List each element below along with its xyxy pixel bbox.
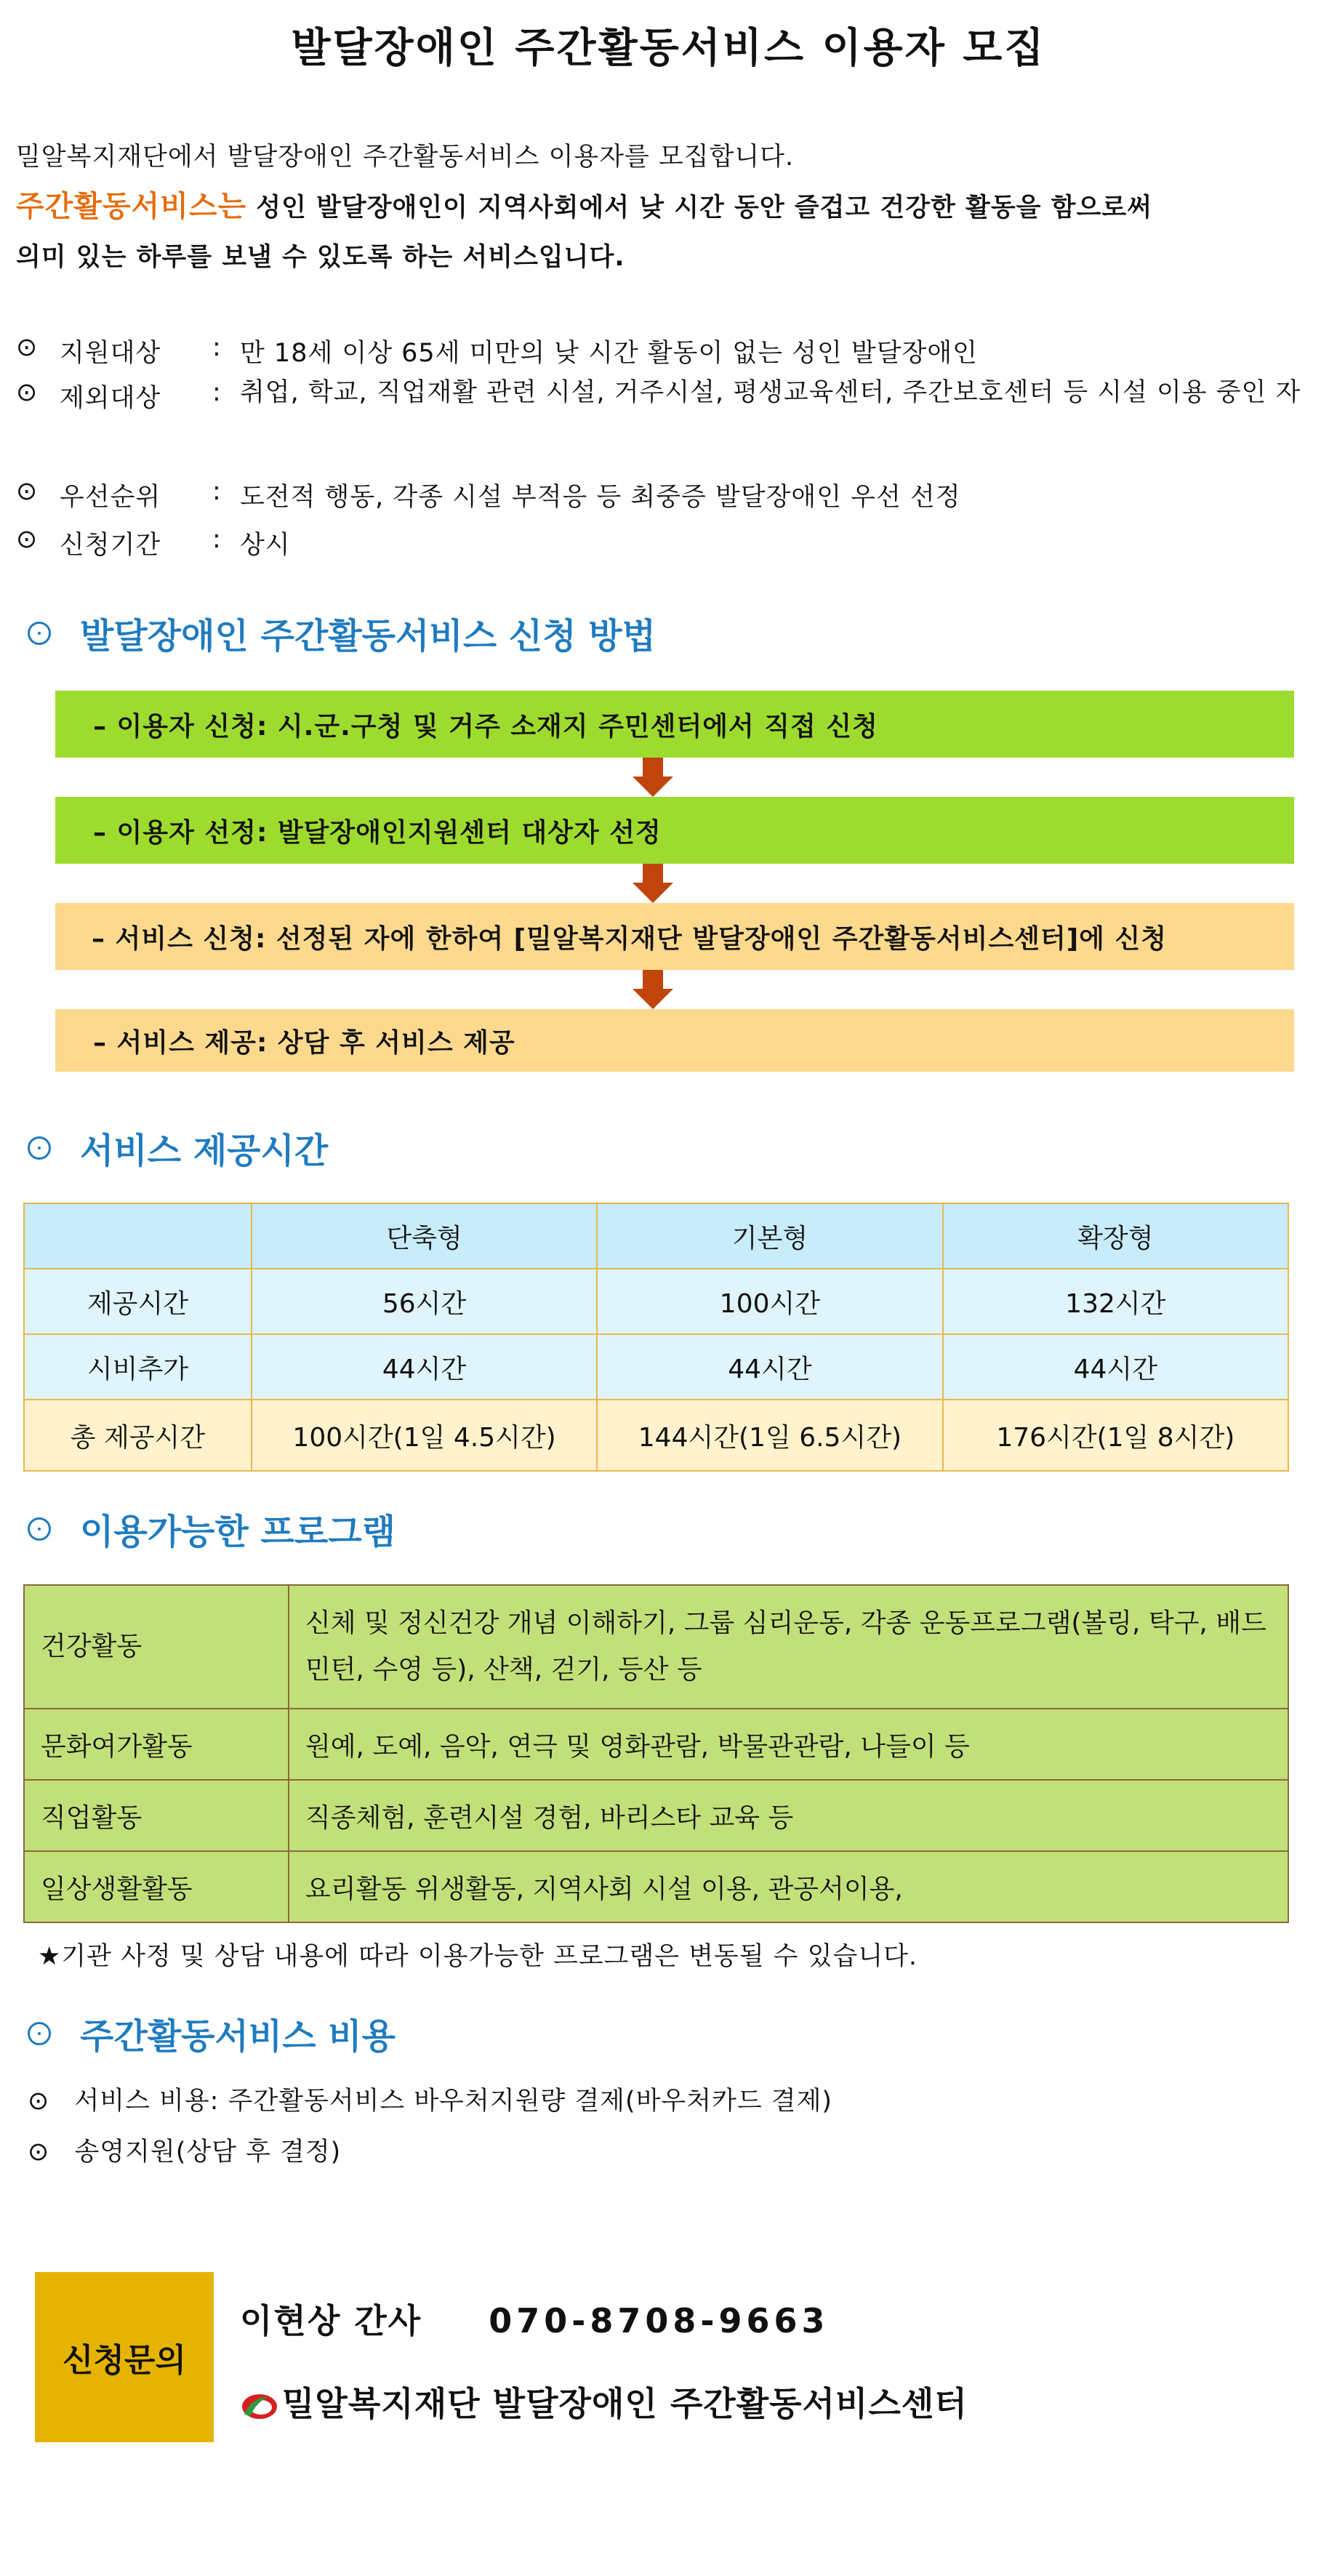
table-row bbox=[24, 1851, 1288, 1922]
section-heading-programs bbox=[28, 1504, 396, 1554]
page-title: 발달장애인 주간활동서비스 이용자 모집 bbox=[291, 25, 1046, 72]
program-desc: 요리활동 위생활동, 지역사회 시설 이용, 관공서이용, bbox=[289, 1851, 1288, 1922]
programs-table bbox=[23, 1584, 1289, 1923]
criteria-row-period bbox=[16, 525, 1287, 561]
section-title: 이용가능한 프로그램 bbox=[80, 1512, 396, 1552]
criteria-colon: : bbox=[212, 333, 222, 362]
contact-label-box: 신청문의 bbox=[35, 2272, 214, 2442]
table-header-cell: 기본형 bbox=[597, 1203, 942, 1269]
criteria-text: 만 18세 이상 65세 미만의 낮 시간 활동이 없는 성인 발달장애인 bbox=[240, 339, 978, 368]
section-circle-icon bbox=[28, 622, 51, 645]
table-cell: 132시간 bbox=[943, 1269, 1288, 1334]
table-cell: 총 제공시간 bbox=[24, 1400, 252, 1471]
bullet-icon: ⊙ bbox=[28, 2087, 50, 2116]
criteria-label: 신청기간 bbox=[60, 531, 161, 560]
criteria-colon: : bbox=[212, 477, 222, 506]
table-header-cell: 단축형 bbox=[252, 1203, 597, 1269]
table-cell: 제공시간 bbox=[24, 1269, 252, 1334]
section-heading-hours bbox=[28, 1123, 328, 1173]
table-header-cell bbox=[24, 1203, 252, 1269]
intro-line-2-text: 성인 발달장애인이 지역사회에서 낮 시간 동안 즐겁고 건강한 활동을 함으로써 bbox=[246, 193, 1152, 222]
down-arrow-icon bbox=[633, 864, 673, 903]
table-cell: 176시간(1일 8시간) bbox=[943, 1400, 1288, 1471]
step-service-provide: – 서비스 제공: 상담 후 서비스 제공 bbox=[55, 1009, 1294, 1072]
intro-highlight: 주간활동서비스는 bbox=[16, 190, 247, 223]
contact-org-line bbox=[240, 2378, 968, 2425]
section-title: 주간활동서비스 비용 bbox=[80, 2016, 396, 2057]
section-circle-icon bbox=[28, 1517, 51, 1541]
contact-org: 밀알복지재단 발달장애인 주간활동서비스센터 bbox=[282, 2384, 968, 2423]
down-arrow-icon bbox=[633, 758, 673, 797]
section-heading-method bbox=[28, 608, 656, 658]
criteria-label: 지원대상 bbox=[60, 339, 161, 368]
criteria-text: 취업, 학교, 직업재활 관련 시설, 거주시설, 평생교육센터, 주간보호센터 등 시설 이용 중인 자 bbox=[240, 378, 1301, 407]
down-arrow-icon bbox=[633, 970, 673, 1009]
bullet-icon: ⊙ bbox=[16, 477, 39, 506]
table-cell: 144시간(1일 6.5시간) bbox=[597, 1400, 942, 1471]
criteria-colon: : bbox=[212, 525, 222, 554]
bullet-icon: ⊙ bbox=[16, 378, 39, 407]
criteria-text: 도전적 행동, 각종 시설 부적응 등 최중증 발달장애인 우선 선정 bbox=[240, 483, 961, 512]
criteria-row-target bbox=[16, 333, 1287, 369]
table-cell: 44시간 bbox=[943, 1334, 1288, 1400]
program-desc: 직종체험, 훈련시설 경험, 바리스타 교육 등 bbox=[289, 1780, 1288, 1851]
bullet-icon: ⊙ bbox=[28, 2138, 50, 2167]
table-cell: 100시간 bbox=[597, 1269, 942, 1334]
bullet-icon: ⊙ bbox=[16, 333, 39, 362]
section-heading-cost bbox=[28, 2008, 396, 2058]
hours-table bbox=[23, 1203, 1289, 1472]
intro-line-2 bbox=[16, 183, 1152, 225]
step-user-apply: – 이용자 신청: 시.군.구청 및 거주 소재지 주민센터에서 직접 신청 bbox=[55, 691, 1294, 758]
cost-item bbox=[28, 2081, 832, 2117]
criteria-row-priority bbox=[16, 477, 1287, 513]
contact-phone: 070-8708-9663 bbox=[489, 2301, 830, 2340]
contact-person-line bbox=[240, 2295, 829, 2343]
table-row bbox=[24, 1400, 1288, 1471]
program-name: 문화여가활동 bbox=[24, 1709, 289, 1780]
table-row bbox=[24, 1709, 1288, 1780]
table-row bbox=[24, 1269, 1288, 1334]
section-title: 서비스 제공시간 bbox=[80, 1131, 329, 1171]
table-cell: 44시간 bbox=[597, 1334, 942, 1400]
bullet-icon: ⊙ bbox=[16, 525, 39, 554]
program-note: ★기관 사정 및 상담 내용에 따라 이용가능한 프로그램은 변동될 수 있습니다. bbox=[38, 1942, 918, 1971]
table-cell: 시비추가 bbox=[24, 1334, 252, 1400]
criteria-colon: : bbox=[212, 378, 222, 407]
criteria-row-excluded bbox=[16, 369, 1303, 416]
section-title: 발달장애인 주간활동서비스 신청 방법 bbox=[80, 616, 657, 657]
table-row bbox=[24, 1780, 1288, 1851]
section-circle-icon bbox=[28, 1136, 51, 1160]
program-name: 직업활동 bbox=[24, 1780, 289, 1851]
step-service-apply: – 서비스 신청: 선정된 자에 한하여 [밀알복지재단 발달장애인 주간활동서비스센터]에 신청 bbox=[55, 903, 1294, 970]
program-desc: 신체 및 정신건강 개념 이해하기, 그룹 심리운동, 각종 운동프로그램(볼링, 탁구, 배드민턴, 수영 등), 산책, 걷기, 등산 등 bbox=[289, 1585, 1288, 1709]
criteria-text: 상시 bbox=[240, 531, 291, 560]
criteria-label: 우선순위 bbox=[60, 483, 161, 512]
cost-text: 서비스 비용: 주간활동서비스 바우처지원량 결제(바우처카드 결제) bbox=[74, 2087, 833, 2116]
program-name: 일상생활활동 bbox=[24, 1851, 289, 1922]
section-circle-icon bbox=[28, 2022, 51, 2045]
table-cell: 100시간(1일 4.5시간) bbox=[252, 1400, 597, 1471]
cost-item bbox=[28, 2132, 341, 2168]
table-header-cell: 확장형 bbox=[943, 1203, 1288, 1269]
table-cell: 44시간 bbox=[252, 1334, 597, 1400]
table-cell: 56시간 bbox=[252, 1269, 597, 1334]
program-desc: 원예, 도예, 음악, 연극 및 영화관람, 박물관관람, 나들이 등 bbox=[289, 1709, 1288, 1780]
contact-person: 이현상 간사 bbox=[240, 2301, 422, 2340]
table-row bbox=[24, 1585, 1288, 1709]
table-row bbox=[24, 1334, 1288, 1400]
intro-line-3: 의미 있는 하루를 보낼 수 있도록 하는 서비스입니다. bbox=[16, 243, 625, 272]
criteria-label: 제외대상 bbox=[60, 384, 161, 413]
step-user-select: – 이용자 선정: 발달장애인지원센터 대상자 선정 bbox=[55, 797, 1294, 864]
intro-line-1: 밀알복지재단에서 발달장애인 주간활동서비스 이용자를 모집합니다. bbox=[16, 143, 795, 172]
program-name: 건강활동 bbox=[24, 1585, 289, 1709]
cost-text: 송영지원(상담 후 결정) bbox=[74, 2138, 342, 2167]
milal-logo-icon bbox=[240, 2392, 279, 2421]
table-header-row bbox=[24, 1203, 1288, 1269]
